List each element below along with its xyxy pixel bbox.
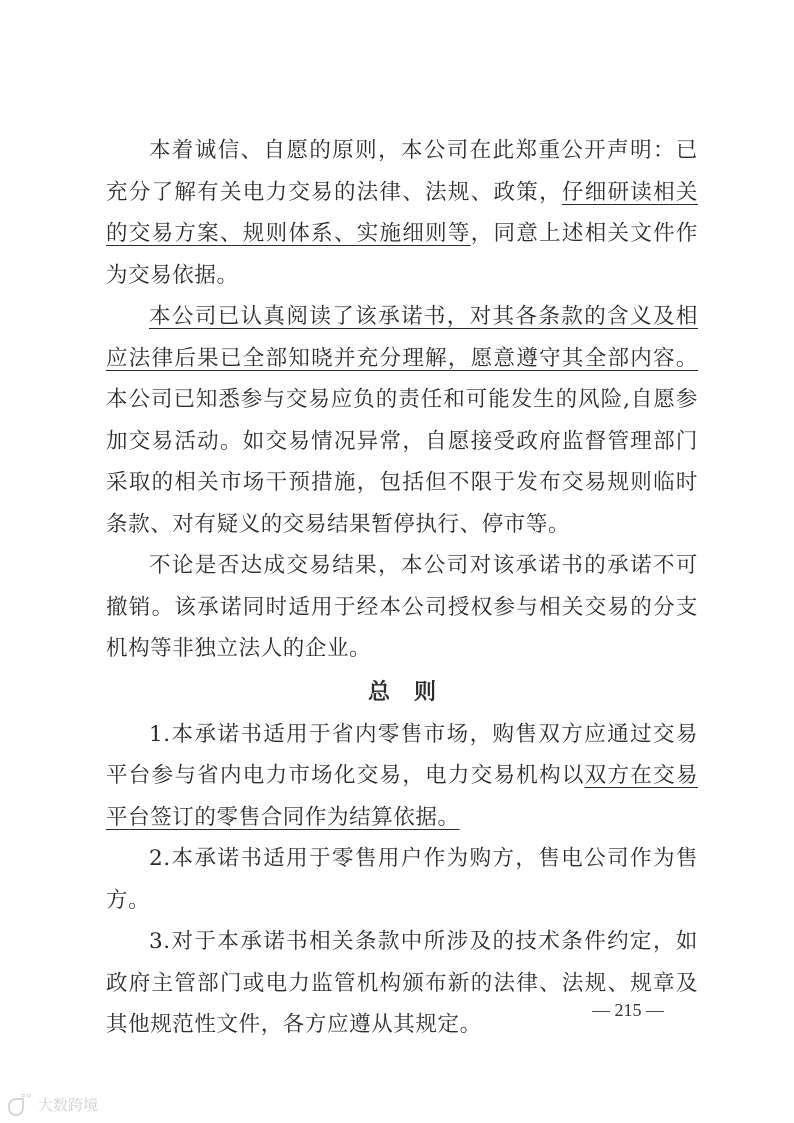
text-segment: 2.本承诺书适用于零售用户作为购方，售电公司作为售方。 (106, 846, 698, 913)
underlined-segment: 仔细研读相关的交易方案、规则体系、实施细则等 (106, 179, 698, 246)
paragraph-declaration (106, 130, 698, 296)
watermark-logo-icon (8, 1096, 34, 1114)
watermark (8, 1094, 98, 1115)
page-number: — 215 — (592, 1000, 664, 1020)
article-3 (106, 921, 698, 1046)
text-segment: 不论是否达成交易结果，本公司对该承诺书的承诺不可撤销。该承诺同时适用于经本公司授权参与相关交易的分支机构等非独立法人的企业。 (106, 553, 698, 661)
watermark-text: 大数跨境 (38, 1096, 99, 1114)
text-segment: 3.对于本承诺书相关条款中所涉及的技术条件约定，如政府主管部门或电力监管机构颁布新的法律、法规、规章及其他规范性文件，各方应遵从其规定。 (106, 929, 698, 1037)
paragraph-acknowledgement (106, 296, 698, 545)
article-2 (106, 838, 698, 921)
paragraph-irrevocable (106, 545, 698, 670)
text-segment: 本公司已知悉参与交易应负的责任和可能发生的风险,自愿参加交易活动。如交易情况异常，自愿接受政府监督管理部门采取的相关市场干预措施，包括但不限于发布交易规则临时条款、对有疑义的交易结果暂停执行、停市等。 (106, 387, 698, 537)
text-segment: ，同意上述相关文件作为交易依据。 (106, 221, 698, 288)
underlined-segment: 双方在交易平台签订的零售合同作为结算依据。 (106, 763, 698, 830)
article-1 (106, 714, 698, 839)
text-segment: 1.本承诺书适用于省内零售市场，购售双方应通过交易平台参与省内电力市场化交易，电力交易机构以 (106, 721, 698, 788)
section-heading: 总则 (367, 678, 460, 705)
text-segment: 本着诚信、自愿的原则，本公司在此郑重公开声明：已充分了解有关电力交易的法律、法规、政策， (106, 138, 698, 205)
document-body (106, 130, 698, 1046)
underlined-segment: 本公司已认真阅读了该承诺书，对其各条款的含义及相应法律后果已全部知晓并充分理解，愿意遵守其全部内容。 (106, 304, 698, 371)
